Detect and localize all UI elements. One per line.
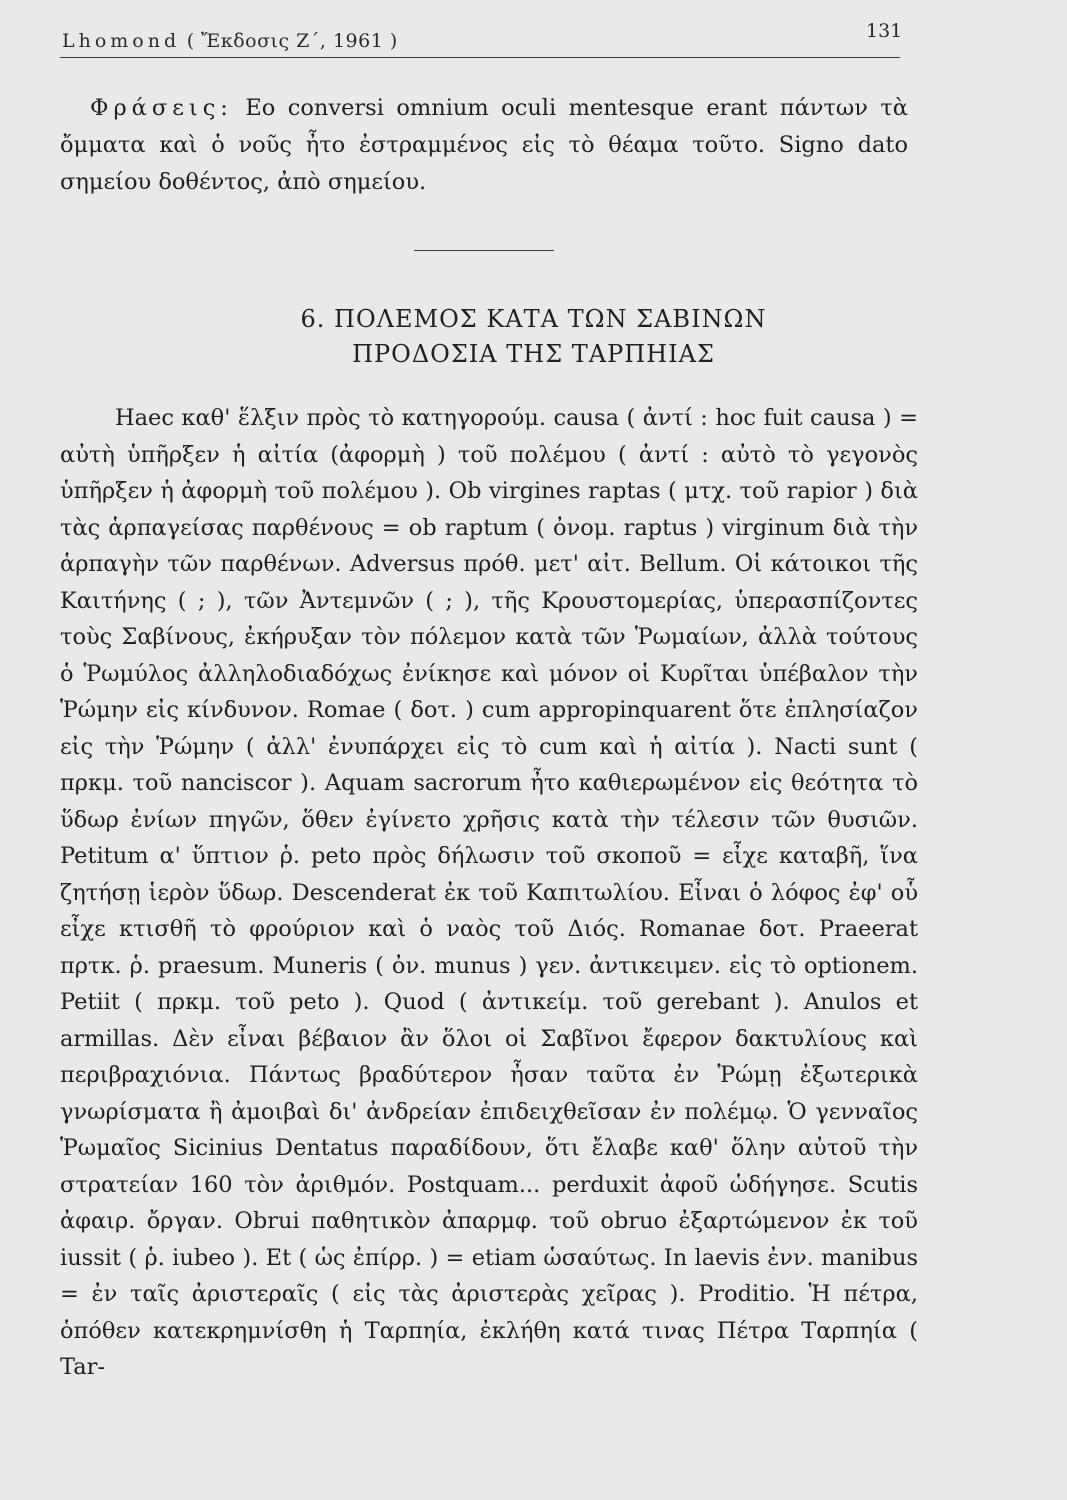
running-head: [62, 30, 398, 52]
phrases-label: Φράσεις:: [90, 95, 233, 121]
section-separator: [414, 250, 554, 251]
commentary-paragraph: Haec καθ' ἕλξιν πρὸς τὸ κατηγορούμ. causa ( ἀντί : hoc fuit causa ) = αὐτὴ ὑπῆρξεν ἡ αἰτία (ἀφορμὴ ) τοῦ πολέμου ( ἀντί : αὐτὸ τὸ γεγονὸς ὑπῆρξεν ἡ ἀφορμὴ τοῦ πολέμου ). Ob virgines raptas ( μτχ. τοῦ rapior ) διὰ τὰς ἁρπαγείσας παρθένους = ob raptum ( ὀνομ. raptus ) virginum διὰ τὴν ἁρπαγὴν τῶν παρθένων. Adversus πρόθ. μετ' αἰτ. Bellum. Οἱ κάτοικοι τῆς Καιτήνης ( ; ), τῶν Ἀντεμνῶν ( ; ), τῆς Κρουστομερίας, ὑπερασπίζοντες τοὺς Σαβίνους, ἐκήρυξαν τὸν πόλεμον κατὰ τῶν Ῥωμαίων, ἀλλὰ τούτους ὁ Ῥωμύλος ἀλληλοδιαδόχως ἐνίκησε καὶ μόνον οἱ Κυρῖται ὑπέβαλον τὴν Ῥώμην εἰς κίνδυνον. Romae ( δοτ. ) cum appropinquarent ὅτε ἐπλησίαζον εἰς τὴν Ῥώμην ( ἀλλ' ἐνυπάρχει εἰς τὸ cum καὶ ἡ αἰτία ). Nacti sunt ( πρκμ. τοῦ nanciscor ). Aquam sacrorum ἦτο καθιερωμένον εἰς θεότητα τὸ ὕδωρ ἐνίων πηγῶν, ὅθεν ἐγίνετο χρῆσις κατὰ τὴν τέλεσιν τῶν θυσιῶν. Petitum α' ὕπτιον ῥ. peto πρὸς δήλωσιν τοῦ σκοποῦ = εἶχε καταβῆ, ἵνα ζητήσῃ ἱερὸν ὕδωρ. Descenderat ἐκ τοῦ Καπιτωλίου. Εἶναι ὁ λόφος ἐφ' οὗ εἶχε κτισθῆ τὸ φρούριον καὶ ὁ ναὸς τοῦ Διός. Romanae δοτ. Praeerat πρτκ. ῥ. praesum. Muneris ( ὀν. munus ) γεν. ἀντικειμεν. εἰς τὸ optionem. Petiit ( πρκμ. τοῦ peto ). Quod ( ἀντικείμ. τοῦ gerebant ). Anulos et armillas. Δὲν εἶναι βέβαιον ἂν ὅλοι οἱ Σαβῖνοι ἔφερον δακτυλίους καὶ περιβραχιόνια. Πάντως βραδύτερον ἦσαν ταῦτα ἐν Ῥώμῃ ἐξωτερικὰ γνωρίσματα ἢ ἀμοιβαὶ δι' ἀνδρείαν ἐπιδειχθεῖσαν ἐν πολέμῳ. Ὁ γενναῖος Ῥωμαῖος Sicinius Dentatus παραδίδουν, ὅτι ἔλαβε καθ' ὅλην αὐτοῦ τὴν στρατείαν 160 τὸν ἀριθμόν. Postquam... perduxit ἀφοῦ ὡδήγησε. Scutis ἀφαιρ. ὄργαν. Obrui παθητικὸν ἀπαρμφ. τοῦ obruo ἐξαρτώμενον ἐκ τοῦ iussit ( ῥ. iubeo ). Et ( ὡς ἐπίρρ. ) = etiam ὡσαύτως. In laevis ἐνν. manibus = ἐν ταῖς ἀριστεραῖς ( εἰς τὰς ἀριστερὰς χεῖρας ). Proditio. Ἡ πέτρα, ὁπόθεν κατεκρημνίσθη ἡ Ταρπηία, ἐκλήθη κατά τινας Πέτρα Ταρπηία ( Tar-: [60, 405, 918, 1380]
section-heading-line2: ΠΡΟΔΟΣΙΑ ΤΗΣ ΤΑΡΠΗΙΑΣ: [352, 340, 715, 368]
page-number: 131: [866, 20, 903, 42]
phrases-paragraph: [60, 90, 908, 201]
phrases-text: Eo conversi omnium oculi mentesque erant πάντων τὰ ὄμματα καὶ ὁ νοῦς ἦτο ἐστραμμένος εἰς τὸ θέαμα τοῦτο. Signo dato σημείου δοθέντος, ἀπὸ σημείου.: [60, 95, 908, 195]
running-head-author: Lhomond: [62, 30, 181, 52]
header-rule: [60, 57, 900, 58]
section-heading-line1: 6. ΠΟΛΕΜΟΣ ΚΑΤΑ ΤΩΝ ΣΑΒΙΝΩΝ: [300, 305, 767, 333]
running-head-edition: ( Ἔκδοσις Ζ΄, 1961 ): [186, 30, 398, 52]
